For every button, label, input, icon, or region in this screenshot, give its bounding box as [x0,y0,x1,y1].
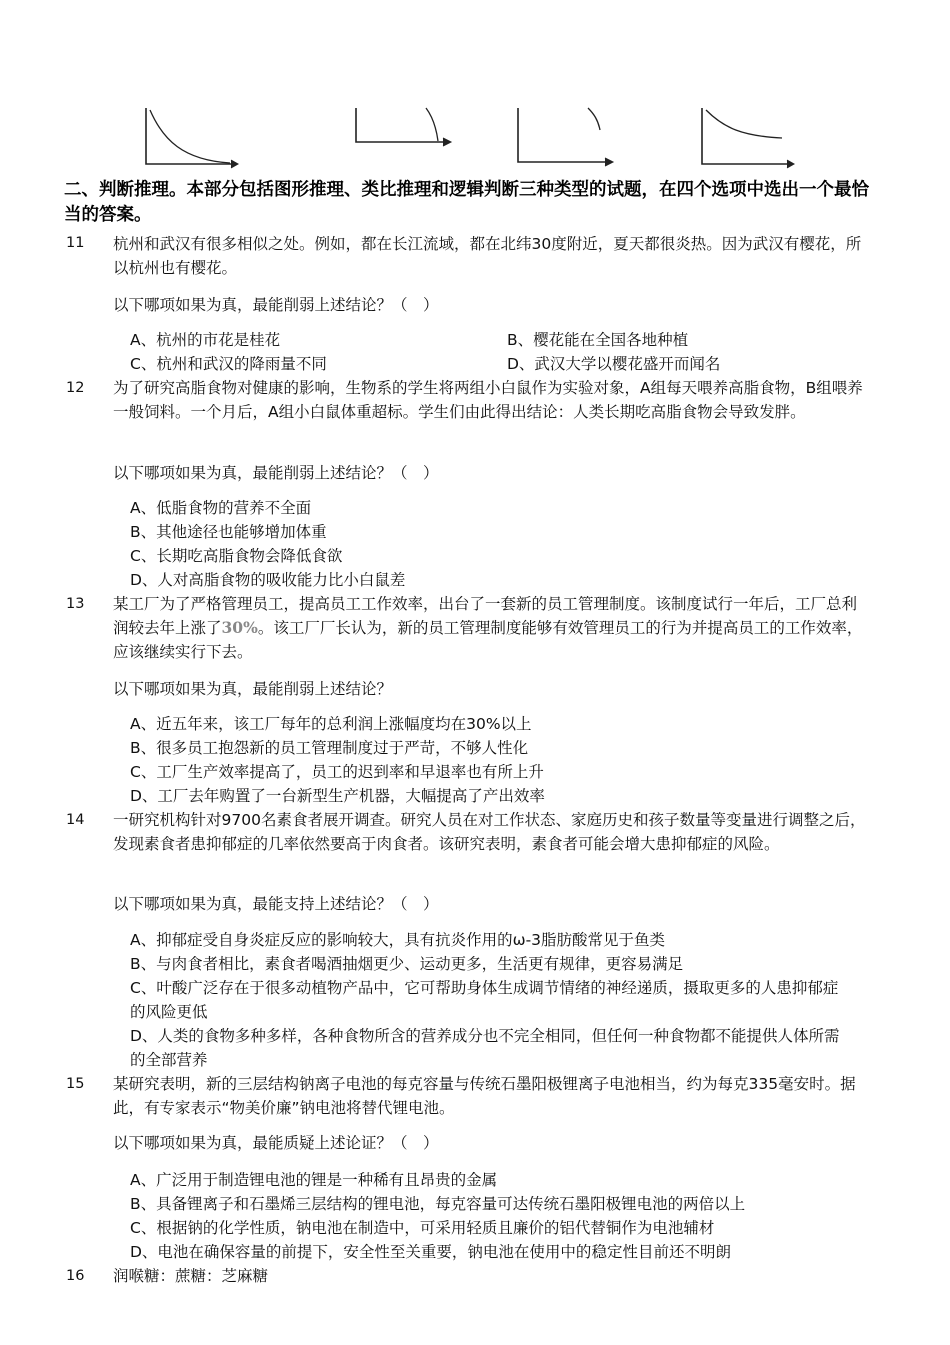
question-11-option-c[interactable]: C、杭州和武汉的降雨量不同 [130,355,327,373]
question-13-option-d[interactable]: D、工厂去年购置了一台新型生产机器，大幅提高了产出效率 [130,787,545,805]
question-15-option-d[interactable]: D、电池在确保容量的前提下，安全性至关重要，钠电池在使用中的稳定性目前还不明朗 [130,1243,731,1261]
question-12-option-a[interactable]: A、低脂食物的营养不全面 [130,499,312,517]
question-15-option-b[interactable]: B、具备锂离子和石墨烯三层结构的锂电池，每克容量可达传统石墨阳极锂电池的两倍以上 [130,1195,746,1213]
question-15-option-c[interactable]: C、根据钠的化学性质，钠电池在制造中，可采用轻质且廉价的铝代替铜作为电池辅材 [130,1219,715,1237]
question-13-stem [113,592,868,664]
question-15-stem: 某研究表明，新的三层结构钠离子电池的每克容量与传统石墨阳极锂离子电池相当，约为每克335毫安时。据此，有专家表示“物美价廉”钠电池将替代锂电池。 [113,1075,856,1117]
graph-option-c [510,100,620,172]
section-title: 二、判断推理。本部分包括图形推理、类比推理和逻辑判断三种类型的试题，在四个选项中选出一个最恰当的答案。 [64,180,869,225]
question-number-11: 11 [66,235,85,251]
question-12-option-c[interactable]: C、长期吃高脂食物会降低食欲 [130,547,343,565]
question-12-stem: 为了研究高脂食物对健康的影响，生物系的学生将两组小白鼠作为实验对象，A组每天喂养高脂食物，B组喂养一般饲料。一个月后，A组小白鼠体重超标。学生们由此得出结论：人类长期吃高脂食物会导致发胖。 [113,379,863,421]
question-12-option-b[interactable]: B、其他途径也能够增加体重 [130,523,327,541]
question-13-stem-part-1: 某工厂为了严格管理员工，提高员工工作效率，出台了一套新的员工管理制度。该制度试行一年后，工厂总利润较去年上涨了 [113,595,858,637]
question-number-14: 14 [66,812,85,828]
question-11-option-a[interactable]: A、杭州的市花是桂花 [130,331,281,349]
question-15-option-a[interactable]: A、广泛用于制造锂电池的锂是一种稀有且昂贵的金属 [130,1171,498,1189]
question-13-option-b[interactable]: B、很多员工抱怨新的员工管理制度过于严苛，不够人性化 [130,739,529,757]
question-13-prompt: 以下哪项如果为真，最能削弱上述结论？ [113,680,393,698]
question-number-15: 15 [66,1076,85,1092]
question-15-prompt: 以下哪项如果为真，最能质疑上述论证？（ ） [113,1134,439,1152]
question-number-12: 12 [66,380,85,396]
question-14-prompt: 以下哪项如果为真，最能支持上述结论？（ ） [113,895,439,913]
question-11-option-d[interactable]: D、武汉大学以樱花盛开而闻名 [507,355,721,373]
question-14-option-c[interactable]: C、叶酸广泛存在于很多动植物产品中，它可帮助身体生成调节情绪的神经递质，摄取更多的人患抑郁症的风险更低 [130,979,839,1021]
question-13-option-c[interactable]: C、工厂生产效率提高了，员工的迟到率和早退率也有所上升 [130,763,544,781]
question-number-16: 16 [66,1268,85,1284]
question-11-stem: 杭州和武汉有很多相似之处。例如，都在长江流域，都在北纬30度附近，夏天都很炎热。因为武汉有樱花，所以杭州也有樱花。 [113,235,862,277]
question-number-13: 13 [66,596,85,612]
question-14-stem: 一研究机构针对9700名素食者展开调查。研究人员在对工作状态、家庭历史和孩子数量等变量进行调整之后，发现素食者患抑郁症的几率依然要高于肉食者。该研究表明，素食者可能会增大患抑郁症的风险。 [113,811,866,853]
question-12-prompt: 以下哪项如果为真，最能削弱上述结论？（ ） [113,464,439,482]
question-14-option-d[interactable]: D、人类的食物多种多样，各种食物所含的营养成分也不完全相同，但任何一种食物都不能提供人体所需的全部营养 [130,1027,840,1069]
question-14-option-a[interactable]: A、抑郁症受自身炎症反应的影响较大，具有抗炎作用的ω-3脂肪酸常见于鱼类 [130,931,666,949]
question-14-option-b[interactable]: B、与肉食者相比，素食者喝酒抽烟更少、运动更多，生活更有规律，更容易满足 [130,955,684,973]
graph-option-d [694,100,804,172]
graph-option-b [348,100,460,150]
graph-option-a [138,100,248,172]
question-16-stem: 润喉糖：蔗糖：芝麻糖 [113,1267,269,1285]
question-12-option-d[interactable]: D、人对高脂食物的吸收能力比小白鼠差 [130,571,406,589]
question-13-stem-part-2: 。该工厂厂长认为，新的员工管理制度能够有效管理员工的行为并提高员工的工作效率，应该继续实行下去。 [113,619,863,661]
question-11-prompt: 以下哪项如果为真，最能削弱上述结论？（ ） [113,296,439,314]
question-13-option-a[interactable]: A、近五年来，该工厂每年的总利润上涨幅度均在30%以上 [130,715,532,733]
question-13-stem-percent: 30% [221,618,258,637]
question-11-option-b[interactable]: B、樱花能在全国各地种植 [507,331,689,349]
